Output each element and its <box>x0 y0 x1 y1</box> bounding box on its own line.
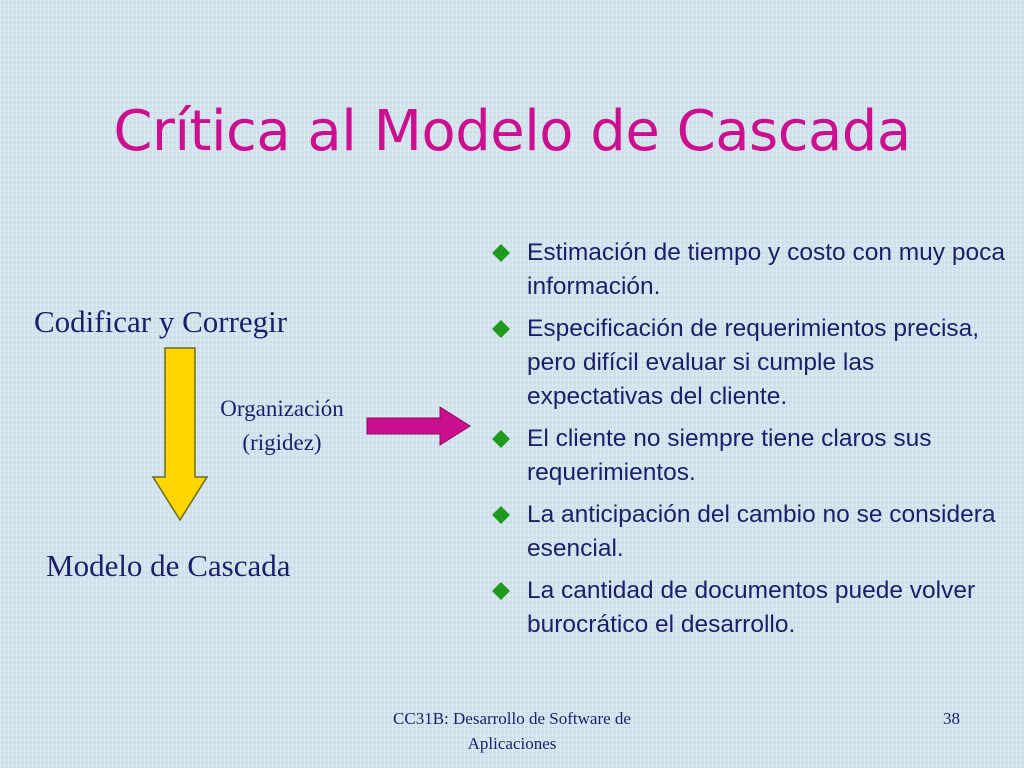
slide-footer: CC31B: Desarrollo de Software de Aplicaciones <box>393 709 631 753</box>
green-diamond-icon <box>492 582 510 600</box>
bullet-text: La anticipación del cambio no se considera esencial. <box>527 501 996 562</box>
bullet-item <box>490 236 1010 304</box>
green-diamond-icon <box>492 244 510 262</box>
bullet-text: Estimación de tiempo y costo con muy poca información. <box>527 239 1005 300</box>
right-arrow-icon <box>366 405 472 447</box>
bullet-item <box>490 574 1010 642</box>
bullet-item <box>490 312 1010 414</box>
bullet-item <box>490 422 1010 490</box>
bullet-text: La cantidad de documentos puede volver burocrático el desarrollo. <box>527 577 976 638</box>
green-diamond-icon <box>492 430 510 448</box>
bullet-text: Especificación de requerimientos precisa, pero difícil evaluar si cumple las expectativas del cliente. <box>527 315 980 410</box>
bullet-list <box>490 236 1010 650</box>
bullet-text: El cliente no siempre tiene claros sus requerimientos. <box>527 425 932 486</box>
page-number: 38 <box>943 709 960 728</box>
green-diamond-icon <box>492 320 510 338</box>
slide-title: Crítica al Modelo de Cascada <box>113 99 911 164</box>
green-diamond-icon <box>492 506 510 524</box>
modelo-cascada-label: Modelo de Cascada <box>46 548 291 583</box>
codificar-corregir-label: Codificar y Corregir <box>34 304 288 339</box>
organizacion-label: Organización (rigidez) <box>220 396 344 455</box>
bullet-item <box>490 498 1010 566</box>
